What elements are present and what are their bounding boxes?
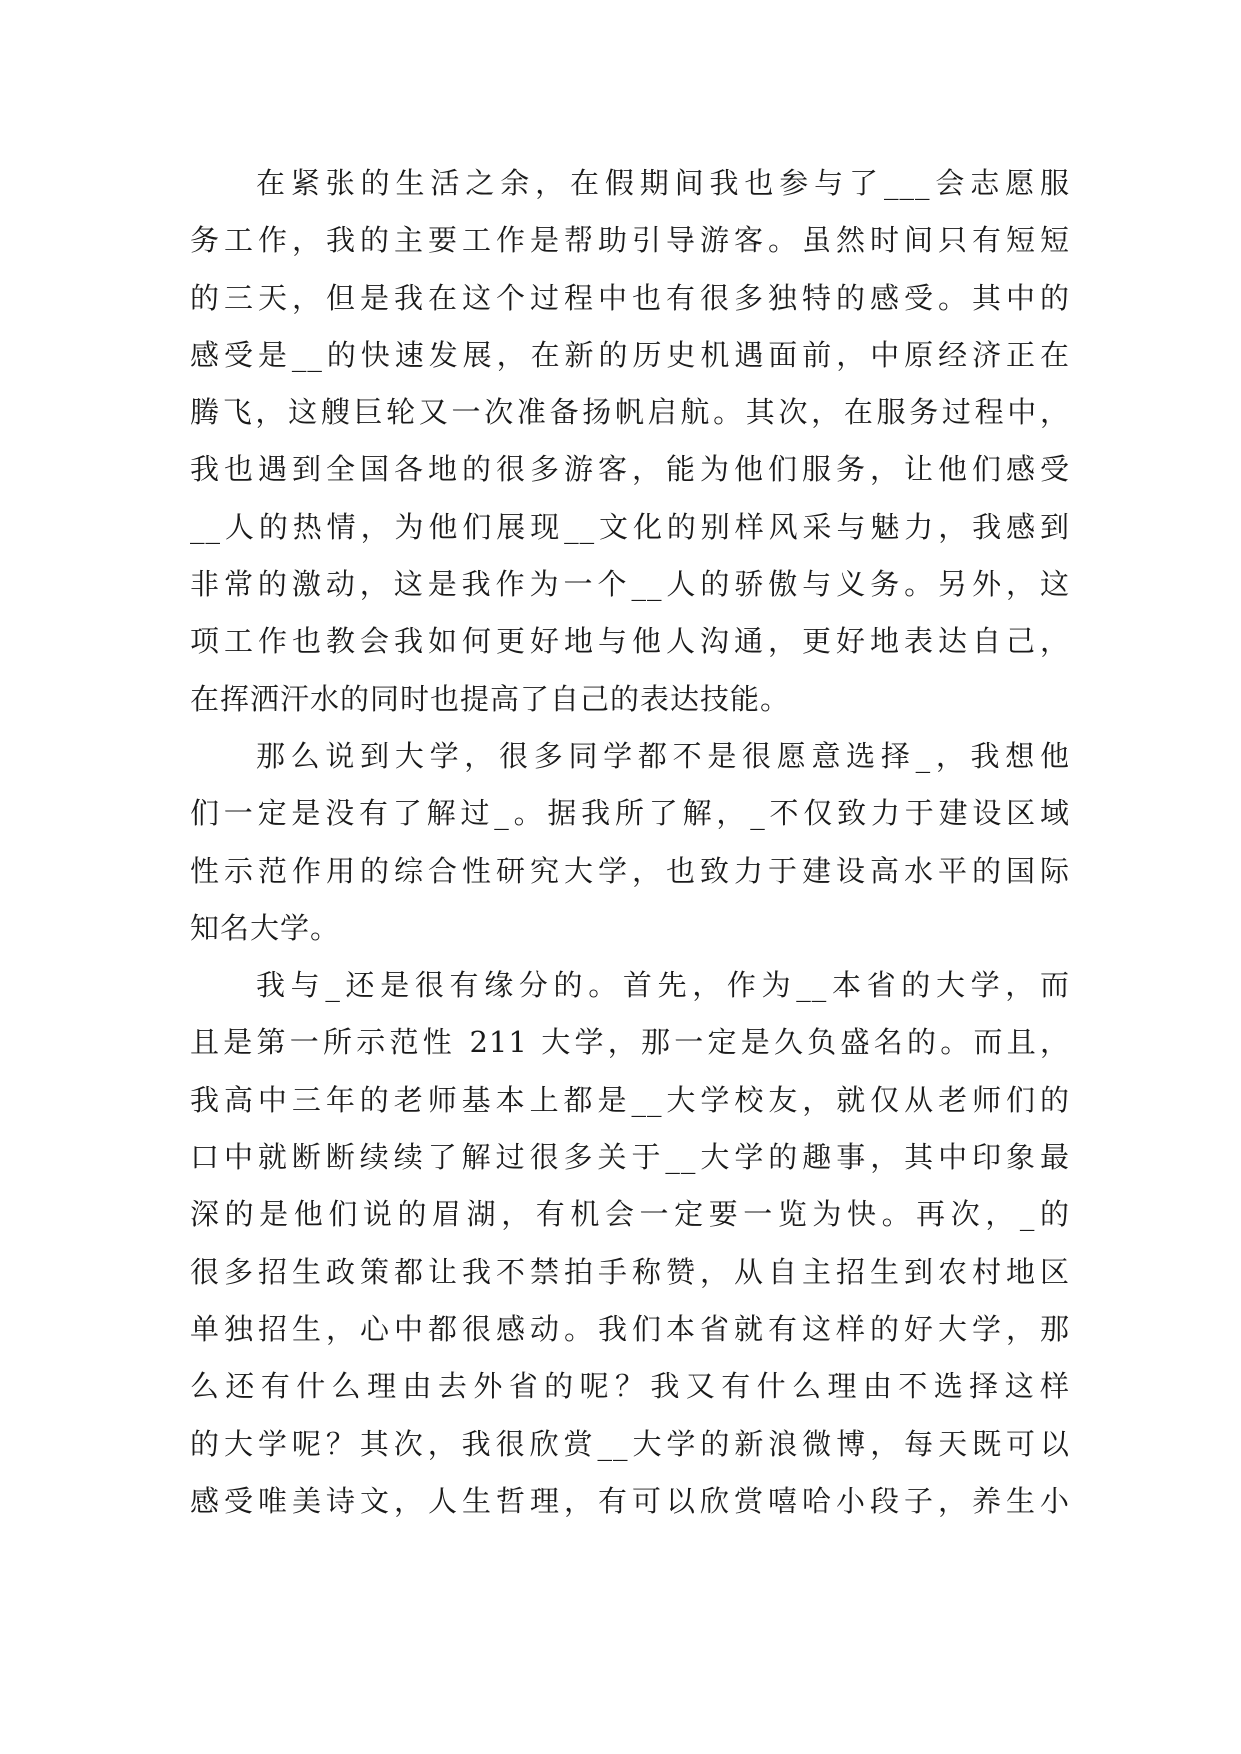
paragraph-1-line-5: 腾飞，这艘巨轮又一次准备扬帆启航。其次，在服务过程中， xyxy=(190,395,1070,430)
paragraph-2-line-3: 性示范作用的综合性研究大学，也致力于建设高水平的国际 xyxy=(190,853,1070,888)
paragraph-1-line-1: 在紧张的生活之余，在假期间我也参与了___会志愿服 xyxy=(256,166,1070,200)
paragraph-1-line-7: __人的热情，为他们展现__文化的别样风采与魅力，我感到 xyxy=(190,509,1070,544)
document-body xyxy=(190,155,1070,1530)
paragraph-3-line-4: 口中就断断续续了解过很多关于__大学的趣事，其中印象最 xyxy=(190,1140,1070,1175)
paragraph-3-line-6: 很多招生政策都让我不禁拍手称赞，从自主招生到农村地区 xyxy=(190,1254,1070,1289)
paragraph-3-line-10: 感受唯美诗文，人生哲理，有可以欣赏嘻哈小段子，养生小 xyxy=(190,1483,1070,1518)
paragraph-3-line-9: 的大学呢？其次，我很欣赏__大学的新浪微博，每天既可以 xyxy=(190,1426,1070,1461)
paragraph-1-line-3: 的三天，但是我在这个过程中也有很多独特的感受。其中的 xyxy=(190,280,1070,315)
paragraph-3-line-5: 深的是他们说的眉湖，有机会一定要一览为快。再次，_的 xyxy=(190,1197,1070,1232)
paragraph-3-line-8: 么还有什么理由去外省的呢？我又有什么理由不选择这样 xyxy=(190,1369,1070,1404)
paragraph-1-line-4: 感受是__的快速发展，在新的历史机遇面前，中原经济正在 xyxy=(190,337,1070,372)
paragraph-1-line-8: 非常的激动，这是我作为一个__人的骄傲与义务。另外，这 xyxy=(190,567,1070,602)
paragraph-2-line-2: 们一定是没有了解过_。据我所了解，_不仅致力于建设区域 xyxy=(190,796,1070,831)
paragraph-1-line-9: 项工作也教会我如何更好地与他人沟通，更好地表达自己， xyxy=(190,624,1070,659)
paragraph-3-line-7: 单独招生，心中都很感动。我们本省就有这样的好大学，那 xyxy=(190,1311,1070,1346)
paragraph-2-line-4: 知名大学。 xyxy=(190,910,341,945)
paragraph-3-line-2: 且是第一所示范性 211 大学，那一定是久负盛名的。而且， xyxy=(190,1025,1070,1060)
paragraph-3-line-3: 我高中三年的老师基本上都是__大学校友，就仅从老师们的 xyxy=(190,1082,1070,1117)
paragraph-1-line-10: 在挥洒汗水的同时也提高了自己的表达技能。 xyxy=(190,681,791,716)
paragraph-1-line-6: 我也遇到全国各地的很多游客，能为他们服务，让他们感受 xyxy=(190,452,1070,487)
paragraph-3-line-1: 我与_还是很有缘分的。首先，作为__本省的大学，而 xyxy=(256,968,1070,1003)
paragraph-1-line-2: 务工作，我的主要工作是帮助引导游客。虽然时间只有短短 xyxy=(190,223,1070,258)
paragraph-2-line-1: 那么说到大学，很多同学都不是很愿意选择_，我想他 xyxy=(256,738,1070,773)
